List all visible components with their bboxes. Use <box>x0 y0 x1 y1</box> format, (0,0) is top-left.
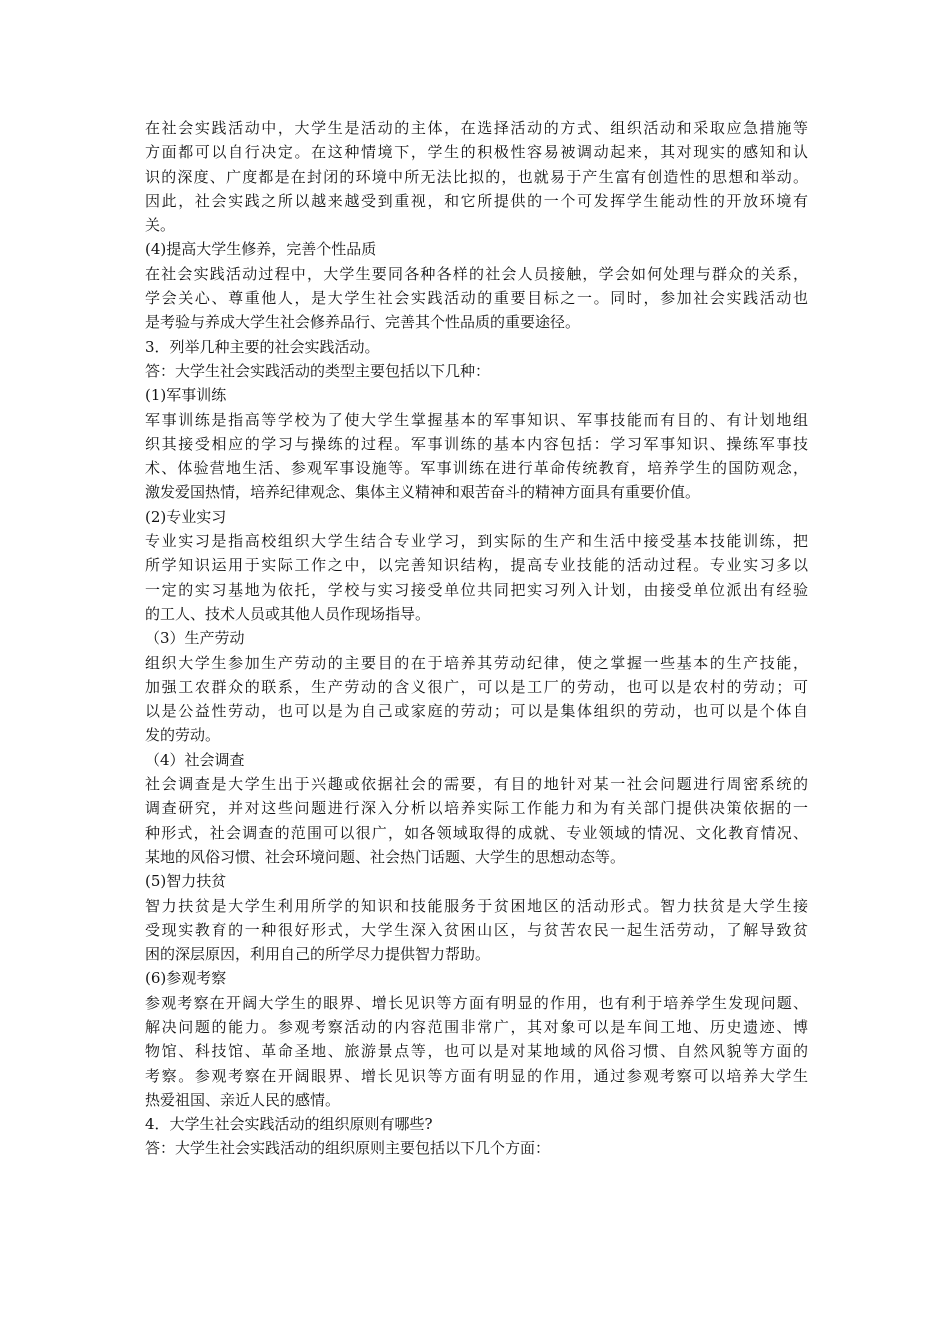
body-text-line: 织其接受相应的学习与操练的过程。军事训练的基本内容包括：学习军事知识、操练军事技 <box>145 434 808 453</box>
body-text-line: 军事训练是指高等学校为了使大学生掌握基本的军事知识、军事技能而有目的、有计划地组 <box>145 410 808 429</box>
answer-intro: 答：大学生社会实践活动的组织原则主要包括以下几个方面： <box>145 1139 551 1158</box>
body-text-line: 学会关心、尊重他人，是大学生社会实践活动的重要目标之一。同时，参加社会实践活动也 <box>145 289 808 308</box>
question-heading: 3．列举几种主要的社会实践活动。 <box>145 337 380 356</box>
body-text-line: 加强工农群众的联系，生产劳动的含义很广，可以是工厂的劳动，也可以是农村的劳动；可 <box>145 677 808 696</box>
body-text-line: 某地的风俗习惯、社会环境问题、社会热门话题、大学生的思想动态等。 <box>145 847 626 866</box>
body-text-line: 方面都可以自行决定。在这种情境下，学生的积极性容易被调动起来，其对现实的感知和认 <box>145 143 808 162</box>
answer-intro: 答：大学生社会实践活动的类型主要包括以下几种： <box>145 361 491 380</box>
section-heading: (6)参观考察 <box>145 969 227 988</box>
body-text-line: 所学知识运用于实际工作之中，以完善知识结构，提高专业技能的活动过程。专业实习多以 <box>145 556 808 575</box>
body-text-line: 的工人、技术人员或其他人员作现场指导。 <box>145 604 431 623</box>
body-text-line: 解决问题的能力。参观考察活动的内容范围非常广，其对象可以是车间工地、历史遗迹、博 <box>145 1017 808 1036</box>
body-text-line: 关。 <box>145 216 176 235</box>
section-heading: (2)专业实习 <box>145 507 227 526</box>
body-text-line: 识的深度、广度都是在封闭的环境中所无法比拟的，也就易于产生富有创造性的思想和举动。 <box>145 167 808 186</box>
body-text-line: 一定的实习基地为依托，学校与实习接受单位共同把实习列入计划，由接受单位派出有经验 <box>145 580 808 599</box>
body-text-line: 种形式，社会调查的范围可以很广，如各领域取得的成就、专业领域的情况、文化教育情况、 <box>145 823 808 842</box>
body-text-line: 调查研究，并对这些问题进行深入分析以培养实际工作能力和为有关部门提供决策依据的一 <box>145 799 808 818</box>
body-text-line: 在社会实践活动过程中，大学生要同各种各样的社会人员接触，学会如何处理与群众的关系， <box>145 264 808 283</box>
body-text-line: 困的深层原因，利用自己的所学尽力提供智力帮助。 <box>145 945 491 964</box>
body-text-line: 在社会实践活动中，大学生是活动的主体，在选择活动的方式、组织活动和采取应急措施等 <box>145 119 808 137</box>
body-text-line: 热爱祖国、亲近人民的感情。 <box>145 1090 341 1109</box>
section-heading: （3）生产劳动 <box>145 629 245 648</box>
section-heading: （4）社会调查 <box>145 750 245 769</box>
body-text-line: 因此，社会实践之所以越来越受到重视，和它所提供的一个可发挥学生能动性的开放环境有 <box>145 191 808 210</box>
body-text-line: 社会调查是大学生出于兴趣或依据社会的需要，有目的地针对某一社会问题进行周密系统的 <box>145 775 808 794</box>
body-text-line: 参观考察在开阔大学生的眼界、增长见识等方面有明显的作用，也有利于培养学生发现问题、 <box>145 993 808 1012</box>
body-text-line: 受现实教育的一种很好形式，大学生深入贫困山区，与贫苦农民一起生活劳动，了解导致贫 <box>145 920 808 939</box>
question-heading: 4．大学生社会实践活动的组织原则有哪些? <box>145 1115 433 1134</box>
body-text-line: 组织大学生参加生产劳动的主要目的在于培养其劳动纪律，使之掌握一些基本的生产技能， <box>145 653 808 672</box>
document-body <box>145 116 808 1161</box>
body-text-line: 术、体验营地生活、参观军事设施等。军事训练在进行革命传统教育，培养学生的国防观念， <box>145 459 808 478</box>
section-heading: (4)提高大学生修养，完善个性品质 <box>145 240 377 259</box>
body-text-line: 以是公益性劳动，也可以是为自己或家庭的劳动；可以是集体组织的劳动，也可以是个体自 <box>145 702 808 721</box>
body-text-line: 激发爱国热情，培养纪律观念、集体主义精神和艰苦奋斗的精神方面具有重要价值。 <box>145 483 701 502</box>
section-heading: (5)智力扶贫 <box>145 872 227 891</box>
body-text-line: 专业实习是指高校组织大学生结合专业学习，到实际的生产和生活中接受基本技能训练，把 <box>145 532 808 551</box>
body-text-line: 发的劳动。 <box>145 726 221 745</box>
body-text-line: 物馆、科技馆、革命圣地、旅游景点等，也可以是对某地域的风俗习惯、自然风貌等方面的 <box>145 1042 808 1061</box>
body-text-line: 智力扶贫是大学生利用所学的知识和技能服务于贫困地区的活动形式。智力扶贫是大学生接 <box>145 896 808 915</box>
section-heading: (1)军事训练 <box>145 386 227 405</box>
body-text-line: 考察。参观考察在开阔眼界、增长见识等方面有明显的作用，通过参观考察可以培养大学生 <box>145 1066 808 1085</box>
body-text-line: 是考验与养成大学生社会修养品行、完善其个性品质的重要途径。 <box>145 313 581 332</box>
